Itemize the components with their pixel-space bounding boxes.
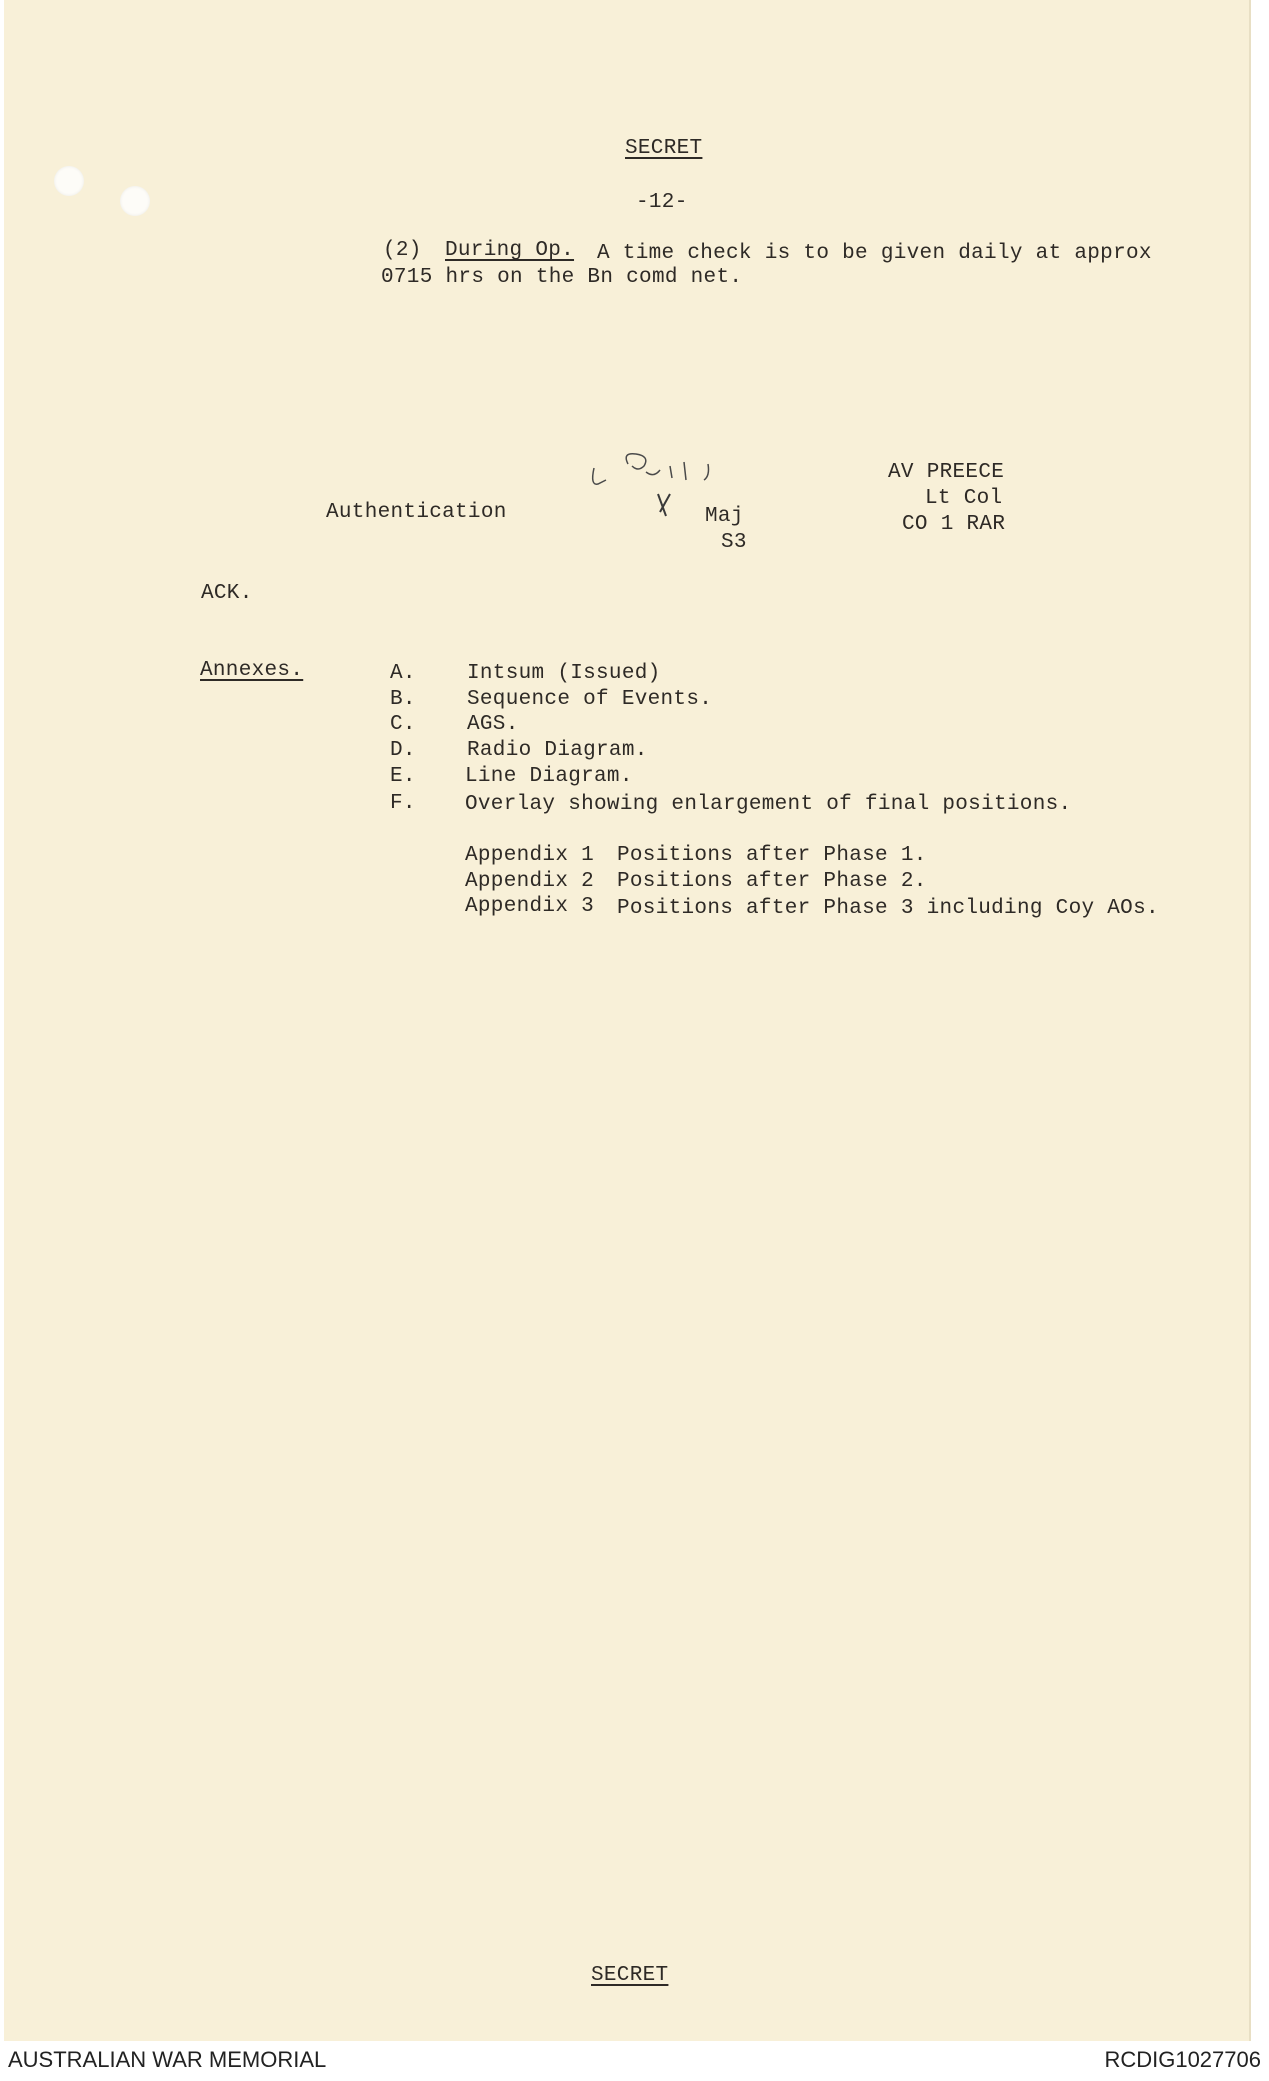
- para-number: (2): [383, 239, 422, 262]
- annex-letter: F.: [390, 792, 416, 815]
- archive-name: AUSTRALIAN WAR MEMORIAL: [8, 2047, 327, 2072]
- authentication-label: Authentication: [326, 501, 507, 524]
- appendix-label: Appendix 3: [465, 895, 595, 918]
- annex-title: Radio Diagram.: [467, 739, 648, 762]
- signer-rank: Maj: [705, 505, 744, 528]
- appendix-title: Positions after Phase 3 including Coy AOs.: [617, 897, 1159, 920]
- commander-rank: Lt Col: [925, 487, 1003, 510]
- appendix-title: Positions after Phase 1.: [617, 844, 927, 867]
- header-classification: SECRET: [625, 137, 703, 160]
- annex-letter: A.: [390, 662, 416, 685]
- paper-sheet: [4, 0, 1251, 2041]
- footer-classification: SECRET: [591, 1964, 669, 1987]
- para-text-line1: A time check is to be given daily at approx: [597, 242, 1152, 265]
- archive-reference: RCDIG1027706: [1104, 2047, 1261, 2072]
- annex-letter: C.: [390, 713, 416, 736]
- annex-letter: D.: [390, 739, 416, 762]
- punch-hole-left: [54, 166, 84, 196]
- para-text-line2: 0715 hrs on the Bn comd net.: [381, 266, 743, 289]
- annex-title: AGS.: [467, 713, 519, 736]
- annex-title: Overlay showing enlargement of final positions.: [465, 793, 1072, 816]
- para-heading: During Op.: [445, 239, 575, 262]
- appendix-label: Appendix 1: [465, 844, 595, 867]
- annexes-heading: Annexes.: [200, 659, 304, 682]
- ack-label: ACK.: [201, 582, 253, 605]
- commander-name: AV PREECE: [888, 461, 1005, 484]
- annex-title: Sequence of Events.: [467, 688, 713, 711]
- annex-letter: E.: [390, 765, 416, 788]
- appendix-label: Appendix 2: [465, 870, 595, 893]
- page-number: -12-: [636, 191, 688, 214]
- annex-letter: B.: [390, 688, 416, 711]
- punch-hole-right: [120, 186, 150, 216]
- appendix-title: Positions after Phase 2.: [617, 870, 927, 893]
- annex-title: Intsum (Issued): [467, 662, 661, 685]
- annex-title: Line Diagram.: [465, 765, 633, 788]
- commander-appointment: CO 1 RAR: [902, 513, 1006, 536]
- signer-role: S3: [721, 531, 747, 554]
